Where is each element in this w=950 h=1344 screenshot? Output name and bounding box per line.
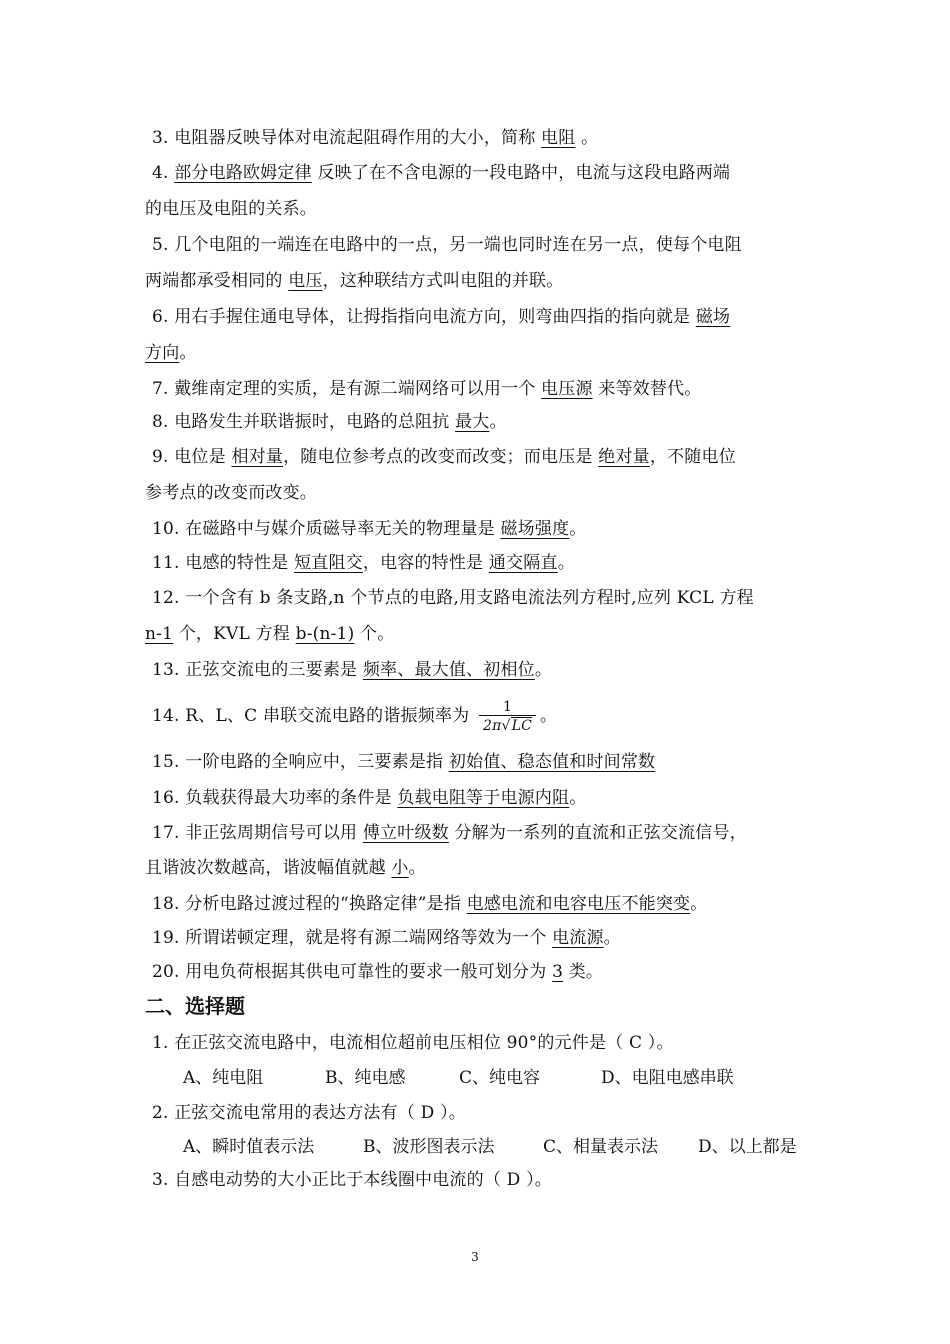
fill-blank-9-cont	[145, 481, 810, 505]
question-text: 正弦交流电的三要素是	[185, 660, 358, 680]
fill-blank-14	[152, 696, 817, 736]
item-number: 18.	[152, 894, 180, 914]
item-number: 3.	[152, 1170, 169, 1190]
answer: n-1	[145, 624, 174, 644]
question-text: 几个电阻的一端连在电路中的一点，另一端也同时连在另一点，使每个电阻	[174, 235, 742, 255]
answer: 相对量	[231, 447, 284, 467]
answer: 负载电阻等于电源内阻	[397, 788, 570, 808]
question-text: 所谓诺顿定理，就是将有源二端网络等效为一个	[185, 928, 547, 948]
question-text: ，不随电位	[649, 447, 736, 467]
option-c: C、相量表示法	[543, 1137, 659, 1157]
fill-blank-19	[152, 926, 817, 950]
question-text: 自感电动势的大小正比于本线圈中电流的（ D ）。	[174, 1170, 552, 1190]
question-text: ，随电位参考点的改变而改变；而电压是	[283, 447, 593, 467]
item-number: 20.	[152, 962, 180, 982]
answer: 电压	[288, 271, 323, 291]
question-text: ，电容的特性是	[362, 553, 484, 573]
option-a: A、瞬时值表示法	[183, 1137, 315, 1157]
fill-blank-18	[152, 892, 817, 916]
answer: b-(n-1)	[295, 624, 355, 644]
choice-options-2	[183, 1135, 797, 1159]
question-text: 。	[489, 412, 507, 432]
item-number: 19.	[152, 928, 180, 948]
fill-blank-4-cont	[145, 197, 810, 221]
fill-blank-5	[152, 233, 817, 257]
question-text: 电阻器反映导体对电流起阻碍作用的大小，简称	[174, 128, 536, 148]
question-text: 。	[534, 660, 553, 680]
fill-blank-17-cont	[145, 856, 810, 880]
question-text: 分解为一系列的直流和正弦交流信号，	[454, 823, 747, 843]
question-text: 个。	[360, 624, 395, 644]
item-number: 13.	[152, 660, 180, 680]
question-text: 。	[179, 343, 197, 363]
item-number: 3.	[152, 128, 169, 148]
question-text: 电位是	[174, 447, 226, 467]
item-number: 14.	[152, 706, 180, 726]
question-text: 在正弦交流电路中，电流相位超前电压相位 90°的元件是（ C ）。	[174, 1033, 674, 1053]
option-d: D、电阻电感串联	[601, 1068, 734, 1088]
option-b: B、纯电感	[325, 1068, 406, 1088]
fill-blank-3	[152, 126, 817, 150]
answer: 初始值、稳态值和时间常数	[448, 752, 656, 772]
fill-blank-5-cont	[145, 269, 810, 293]
question-text: 。	[603, 928, 621, 948]
question-text: 。	[581, 128, 599, 148]
formula-numerator: 1	[502, 699, 513, 715]
answer: 通交隔直	[488, 553, 558, 573]
answer: 磁场	[695, 307, 731, 327]
fill-blank-6	[152, 305, 817, 329]
answer: 电阻	[541, 128, 576, 148]
fill-blank-13	[152, 658, 817, 682]
option-b: B、波形图表示法	[363, 1137, 495, 1157]
item-number: 8.	[152, 412, 169, 432]
answer: 电压源	[541, 379, 593, 399]
question-text: 电感的特性是	[185, 553, 289, 573]
choice-question-2	[152, 1101, 817, 1125]
question-text: 且谐波次数越高，谐波幅值就越	[145, 858, 386, 878]
option-c: C、纯电容	[459, 1068, 541, 1088]
choice-question-1	[152, 1031, 817, 1055]
item-number: 1.	[152, 1033, 169, 1053]
answer: 傅立叶级数	[362, 823, 449, 843]
question-text: 类。	[568, 962, 604, 982]
fill-blank-20	[152, 960, 817, 984]
fill-blank-15	[152, 750, 817, 774]
item-number: 16.	[152, 788, 180, 808]
question-text: 在磁路中与媒介质磁导率无关的物理量是	[185, 519, 495, 539]
question-text: 两端都承受相同的	[145, 271, 283, 291]
item-number: 10.	[152, 519, 180, 539]
item-number: 15.	[152, 752, 180, 772]
question-text: 。	[569, 788, 587, 808]
item-number: 6.	[152, 307, 169, 327]
question-text: 个，KVL 方程	[178, 624, 290, 644]
question-text: 分析电路过渡过程的“换路定律”是指	[185, 894, 462, 914]
answer: 电流源	[552, 928, 604, 948]
item-number: 7.	[152, 379, 169, 399]
item-number: 2.	[152, 1103, 169, 1123]
fill-blank-7	[152, 377, 817, 401]
answer: 电感电流和电容电压不能突变	[466, 894, 691, 914]
formula-den-coefficient: 2π	[482, 718, 502, 734]
question-text: 非正弦周期信号可以用	[185, 823, 358, 843]
item-number: 9.	[152, 447, 169, 467]
answer: 磁场强度	[500, 519, 570, 539]
fill-blank-4	[152, 161, 817, 185]
question-text: 。	[557, 553, 575, 573]
page-number: 3	[471, 1250, 479, 1264]
question-text: 。	[569, 519, 587, 539]
fill-blank-12-cont	[145, 622, 810, 646]
question-text: 负载获得最大功率的条件是	[185, 788, 392, 808]
question-text: 戴维南定理的实质，是有源二端网络可以用一个	[174, 379, 536, 399]
answer: 3	[552, 962, 564, 982]
fill-blank-8	[152, 410, 817, 434]
answer: 频率、最大值、初相位	[362, 660, 535, 680]
question-text: 参考点的改变而改变。	[145, 483, 317, 503]
answer: 绝对量	[598, 447, 650, 467]
fill-blank-16	[152, 786, 817, 810]
question-text: 反映了在不含电源的一段电路中，电流与这段电路两端	[317, 163, 731, 183]
question-text: 。	[540, 706, 558, 726]
question-text: 一阶电路的全响应中，三要素是指	[185, 752, 444, 772]
question-text: 一个含有 b 条支路,n 个节点的电路,用支路电流法列方程时,应列 KCL 方程	[185, 588, 754, 608]
question-text: 来等效替代。	[598, 379, 702, 399]
formula-denominator: 2π√LC	[479, 715, 536, 734]
answer: 小	[391, 858, 409, 878]
question-text: 。	[690, 894, 708, 914]
choice-options-1	[183, 1066, 734, 1090]
fill-blank-11	[152, 551, 817, 575]
question-text: 正弦交流电常用的表达方法有（ D ）。	[174, 1103, 466, 1123]
item-number: 11.	[152, 553, 180, 573]
fill-blank-17	[152, 821, 817, 845]
fill-blank-10	[152, 517, 817, 541]
question-text: R、L、C 串联交流电路的谐振频率为	[185, 706, 470, 726]
question-text: 。	[408, 858, 426, 878]
fill-blank-12	[152, 586, 817, 610]
option-a: A、纯电阻	[183, 1068, 264, 1088]
item-number: 4.	[152, 163, 169, 183]
answer: 部分电路欧姆定律	[174, 163, 312, 183]
item-number: 12.	[152, 588, 180, 608]
question-text: 的电压及电阻的关系。	[145, 199, 317, 219]
question-text: ，这种联结方式叫电阻的并联。	[322, 271, 564, 291]
formula-den-radicand: LC	[511, 718, 533, 734]
answer: 方向	[145, 343, 180, 363]
item-number: 5.	[152, 235, 169, 255]
item-number: 17.	[152, 823, 180, 843]
question-text: 用右手握住通电导体，让拇指指向电流方向，则弯曲四指的指向就是	[174, 307, 691, 327]
section-heading: 二、选择题	[145, 994, 245, 1018]
resonance-frequency-formula	[479, 699, 536, 734]
question-text: 用电负荷根据其供电可靠性的要求一般可划分为	[185, 962, 547, 982]
fill-blank-9	[152, 445, 817, 469]
option-d: D、以上都是	[698, 1137, 797, 1157]
answer: 最大	[455, 412, 490, 432]
question-text: 电路发生并联谐振时，电路的总阻抗	[174, 412, 450, 432]
choice-question-3	[152, 1168, 817, 1192]
fill-blank-6-cont	[145, 341, 810, 365]
answer: 短直阻交	[294, 553, 363, 573]
